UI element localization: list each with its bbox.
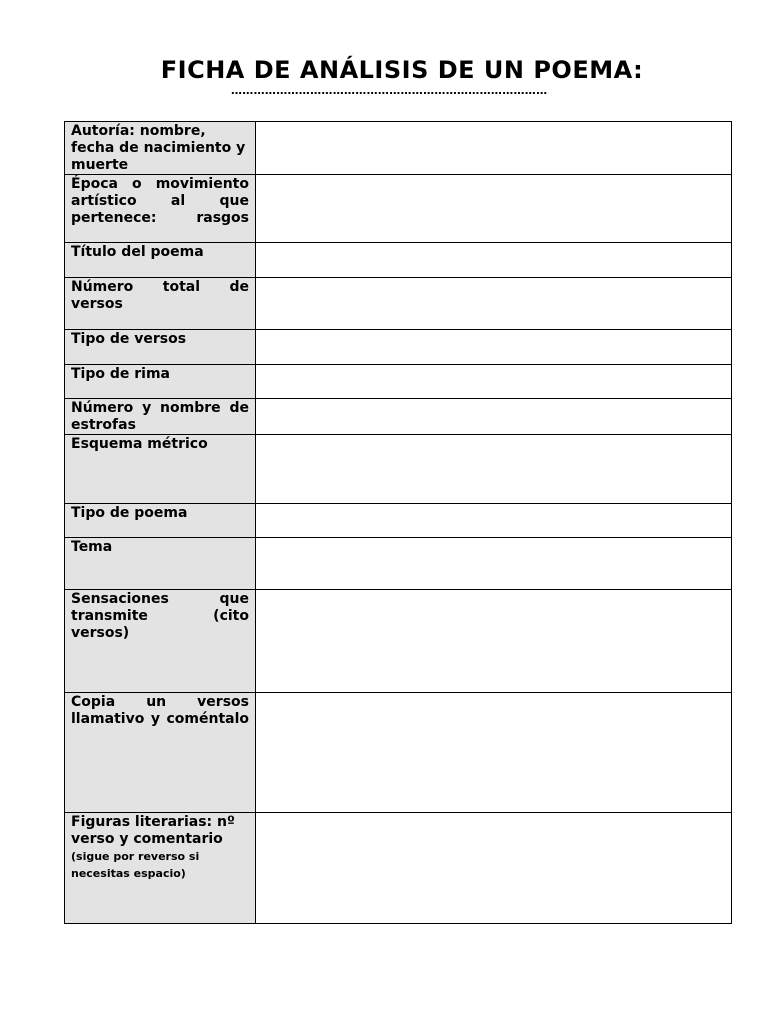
table-row bbox=[65, 435, 732, 504]
table-row bbox=[65, 399, 732, 435]
row-label-cell bbox=[65, 504, 256, 538]
table-row bbox=[65, 175, 732, 243]
answer-field[interactable] bbox=[256, 278, 732, 330]
title-dotted-line: ………………………………………………………………………… bbox=[231, 84, 548, 97]
row-label: Sensaciones que transmite (cito versos) bbox=[71, 591, 249, 641]
answer-field[interactable] bbox=[256, 175, 732, 243]
answer-field[interactable] bbox=[256, 122, 732, 175]
answer-field[interactable] bbox=[256, 693, 732, 813]
answer-field[interactable] bbox=[256, 243, 732, 278]
answer-field[interactable] bbox=[256, 590, 732, 693]
row-label-cell bbox=[65, 399, 256, 435]
row-label-cell bbox=[65, 330, 256, 365]
row-label-cell bbox=[65, 813, 256, 924]
row-label-container bbox=[71, 814, 249, 882]
row-label-cell bbox=[65, 122, 256, 175]
row-label: Esquema métrico bbox=[71, 436, 208, 452]
answer-field[interactable] bbox=[256, 399, 732, 435]
row-label-cell bbox=[65, 243, 256, 278]
row-label: Copia un versos llamativo y coméntalo bbox=[71, 694, 249, 727]
row-label-cell bbox=[65, 365, 256, 399]
page-title: FICHA DE ANÁLISIS DE UN POEMA: bbox=[160, 56, 644, 84]
row-label: Tipo de poema bbox=[71, 505, 188, 521]
table-row bbox=[65, 538, 732, 590]
row-label: Tipo de rima bbox=[71, 366, 170, 382]
table-row bbox=[65, 278, 732, 330]
answer-field[interactable] bbox=[256, 813, 732, 924]
row-label: Número y nombre de estrofas bbox=[71, 400, 249, 433]
row-label-cell bbox=[65, 693, 256, 813]
row-label-cell bbox=[65, 590, 256, 693]
row-label-note: (sigue por reverso si necesitas espacio) bbox=[71, 850, 200, 880]
row-label: Número total de versos bbox=[71, 279, 249, 312]
table-row bbox=[65, 122, 732, 175]
answer-field[interactable] bbox=[256, 504, 732, 538]
row-label-cell bbox=[65, 538, 256, 590]
answer-field[interactable] bbox=[256, 365, 732, 399]
row-label: Título del poema bbox=[71, 244, 204, 260]
answer-field[interactable] bbox=[256, 330, 732, 365]
row-label: Época o movimiento artístico al que pertenece: rasgos bbox=[71, 176, 249, 226]
answer-field[interactable] bbox=[256, 538, 732, 590]
table-row bbox=[65, 590, 732, 693]
row-label: Tipo de versos bbox=[71, 331, 187, 347]
row-label: Figuras literarias: nº verso y comentario bbox=[71, 814, 235, 847]
answer-field[interactable] bbox=[256, 435, 732, 504]
table-row bbox=[65, 365, 732, 399]
analysis-table bbox=[64, 121, 732, 924]
table-row bbox=[65, 693, 732, 813]
row-label: Autoría: nombre, fecha de nacimiento y muerte bbox=[71, 123, 246, 173]
table-row bbox=[65, 330, 732, 365]
row-label-cell bbox=[65, 278, 256, 330]
table-row bbox=[65, 243, 732, 278]
row-label: Tema bbox=[71, 539, 113, 555]
table-row bbox=[65, 504, 732, 538]
row-label-cell bbox=[65, 175, 256, 243]
row-label-cell bbox=[65, 435, 256, 504]
table-row bbox=[65, 813, 732, 924]
